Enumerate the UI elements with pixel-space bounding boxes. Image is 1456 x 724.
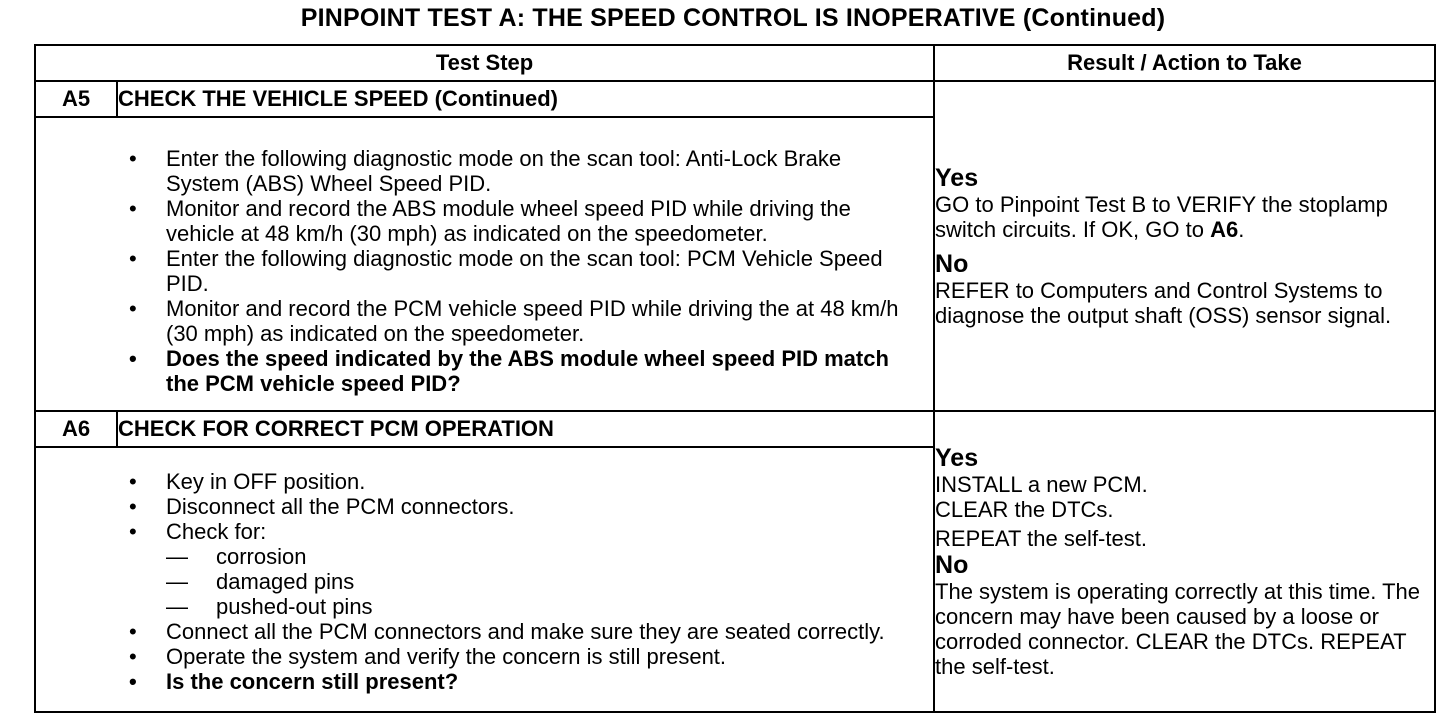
step-id: A6 xyxy=(35,411,117,447)
sub-item xyxy=(166,569,933,594)
test-step-header: Test Step xyxy=(35,45,934,81)
yes-label: Yes xyxy=(935,164,979,192)
yes-label: Yes xyxy=(935,444,979,472)
yes-action xyxy=(935,192,1434,242)
step-reference: A6 xyxy=(1210,217,1239,242)
sub-item-text: corrosion xyxy=(216,544,307,569)
list-item: • Enter the following diagnostic mode on the scan tool: Anti-Lock Brake System (ABS) Wheel Speed PID. xyxy=(166,146,933,196)
sub-item xyxy=(166,594,933,619)
dash: — xyxy=(166,569,188,594)
list-item-question: • Does the speed indicated by the ABS module wheel speed PID match the PCM vehicle speed PID? xyxy=(166,346,933,396)
list-item: • Monitor and record the ABS module wheel speed PID while driving the vehicle at 48 km/h (30 mph) as indicated on the speedometer. xyxy=(166,196,933,246)
list-item: • Enter the following diagnostic mode on the scan tool: PCM Vehicle Speed PID. xyxy=(166,246,933,296)
step-a6-header-row xyxy=(35,411,1435,447)
no-label: No xyxy=(935,250,969,278)
sub-item xyxy=(166,544,933,569)
list-item: • Disconnect all the PCM connectors. xyxy=(166,494,933,519)
list-item: • Monitor and record the PCM vehicle speed PID while driving the at 48 km/h (30 mph) as indicated on the speedometer. xyxy=(166,296,933,346)
result-header: Result / Action to Take xyxy=(934,45,1435,81)
yes-action-end: . xyxy=(1238,217,1245,242)
yes-action-line: REPEAT the self-test. xyxy=(935,526,1147,551)
list-item-question: • Is the concern still present? xyxy=(166,669,933,694)
step-a5-header-row xyxy=(35,81,1435,117)
step-a5-result xyxy=(934,81,1435,411)
no-action: The system is operating correctly at this time. The concern may have been caused by a loose or corroded connector. CLEAR the DTCs. REPEAT the self-test. xyxy=(935,579,1421,679)
yes-action-text: GO to Pinpoint Test B to VERIFY the stoplamp switch circuits. If OK, GO to xyxy=(935,192,1388,242)
instruction-list xyxy=(36,469,933,694)
yes-action-line: INSTALL a new PCM. xyxy=(935,472,1148,497)
no-label: No xyxy=(935,551,969,579)
step-a6-instructions xyxy=(35,447,934,712)
instruction-list xyxy=(36,146,933,396)
yes-action-line: CLEAR the DTCs. xyxy=(935,497,1114,522)
list-item: • Check for: xyxy=(166,519,933,544)
dash: — xyxy=(166,544,188,569)
step-id: A5 xyxy=(35,81,117,117)
pinpoint-test-table xyxy=(34,44,1436,713)
step-a5-instructions xyxy=(35,117,934,411)
table-header-row xyxy=(35,45,1435,81)
list-item: • Connect all the PCM connectors and make sure they are seated correctly. xyxy=(166,619,933,644)
no-action: REFER to Computers and Control Systems to diagnose the output shaft (OSS) sensor signal. xyxy=(935,278,1392,328)
step-name: CHECK THE VEHICLE SPEED (Continued) xyxy=(117,81,934,117)
page-title: PINPOINT TEST A: THE SPEED CONTROL IS INOPERATIVE (Continued) xyxy=(300,4,1166,32)
sub-item-text: pushed-out pins xyxy=(216,594,373,619)
step-a6-result xyxy=(934,411,1435,712)
sub-item-text: damaged pins xyxy=(216,569,355,594)
list-item: • Operate the system and verify the concern is still present. xyxy=(166,644,933,669)
dash: — xyxy=(166,594,188,619)
step-name: CHECK FOR CORRECT PCM OPERATION xyxy=(117,411,934,447)
list-item: • Key in OFF position. xyxy=(166,469,933,494)
